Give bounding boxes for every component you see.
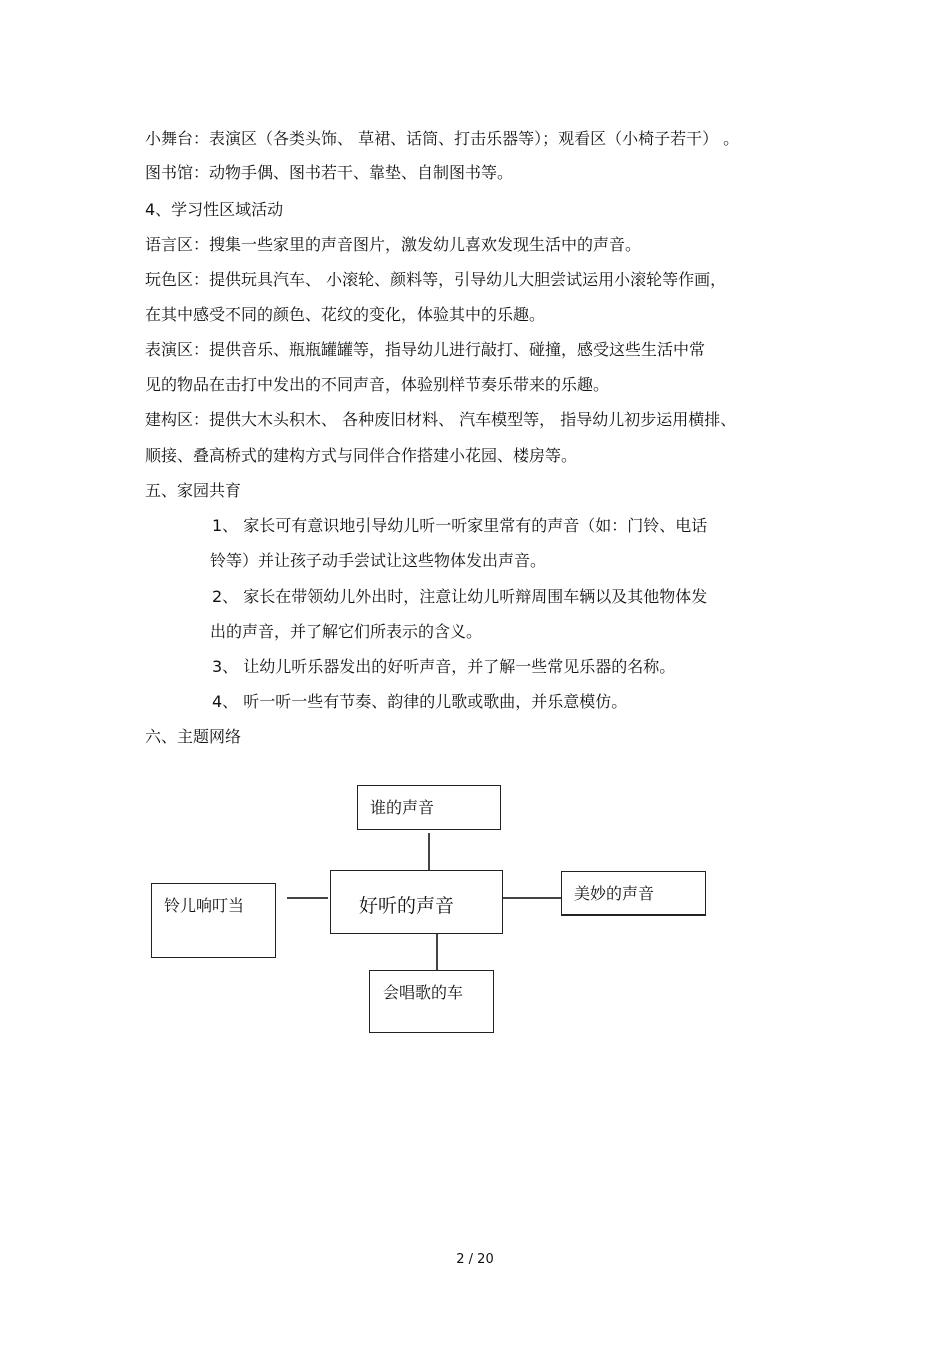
connector-bottom xyxy=(436,934,438,971)
text-line: 在其中感受不同的颜色、花纹的变化，体验其中的乐趣。 xyxy=(145,305,546,324)
connector-right xyxy=(503,897,561,899)
text-line: 建构区：提供大木头积木、 各种废旧材料、 汽车模型等， 指导幼儿初步运用横排、 xyxy=(145,410,737,429)
node-right-label: 美妙的声音 xyxy=(574,884,655,903)
node-center xyxy=(330,870,503,934)
node-bottom-label: 会唱歌的车 xyxy=(383,983,464,1002)
node-left xyxy=(151,883,276,958)
connector-left xyxy=(287,897,328,899)
node-top-label: 谁的声音 xyxy=(370,798,435,817)
text-line: 图书馆：动物手偶、图书若干、靠垫、自制图书等。 xyxy=(145,163,514,182)
text-line: 小舞台：表演区（各类头饰、 草裙、话筒、打击乐器等）；观看区（小椅子若干） 。 xyxy=(145,129,740,148)
section-heading: 五、家园共育 xyxy=(145,481,242,500)
section-heading: 4、学习性区域活动 xyxy=(145,200,284,219)
text-line: 1、 家长可有意识地引导幼儿听一听家里常有的声音（如：门铃、电话 xyxy=(212,516,708,535)
section-heading: 六、主题网络 xyxy=(145,727,242,746)
node-right xyxy=(561,871,706,916)
connector-top xyxy=(428,833,430,871)
text-line: 3、 让幼儿听乐器发出的好听声音，并了解一些常见乐器的名称。 xyxy=(212,657,676,676)
text-line: 顺接、叠高桥式的建构方式与同伴合作搭建小花园、楼房等。 xyxy=(145,446,578,465)
node-bottom xyxy=(369,970,494,1033)
node-left-label: 铃儿响叮当 xyxy=(164,896,245,915)
node-center-label: 好听的声音 xyxy=(359,895,455,917)
text-line: 语言区：搜集一些家里的声音图片，激发幼儿喜欢发现生活中的声音。 xyxy=(145,235,642,254)
page-number: 2 / 20 xyxy=(456,1252,494,1267)
text-line: 4、 听一听一些有节奏、韵律的儿歌或歌曲，并乐意模仿。 xyxy=(212,692,628,711)
text-line: 表演区：提供音乐、瓶瓶罐罐等，指导幼儿进行敲打、碰撞，感受这些生活中常 xyxy=(145,340,706,359)
text-line: 出的声音，并了解它们所表示的含义。 xyxy=(210,622,483,641)
text-line: 2、 家长在带领幼儿外出时，注意让幼儿听辩周围车辆以及其他物体发 xyxy=(212,587,708,606)
text-line: 铃等）并让孩子动手尝试让这些物体发出声音。 xyxy=(210,551,547,570)
text-line: 玩色区：提供玩具汽车、 小滚轮、颜料等，引导幼儿大胆尝试运用小滚轮等作画， xyxy=(145,270,727,289)
node-top xyxy=(357,785,501,830)
text-line: 见的物品在击打中发出的不同声音，体验别样节奏乐带来的乐趣。 xyxy=(145,375,610,394)
